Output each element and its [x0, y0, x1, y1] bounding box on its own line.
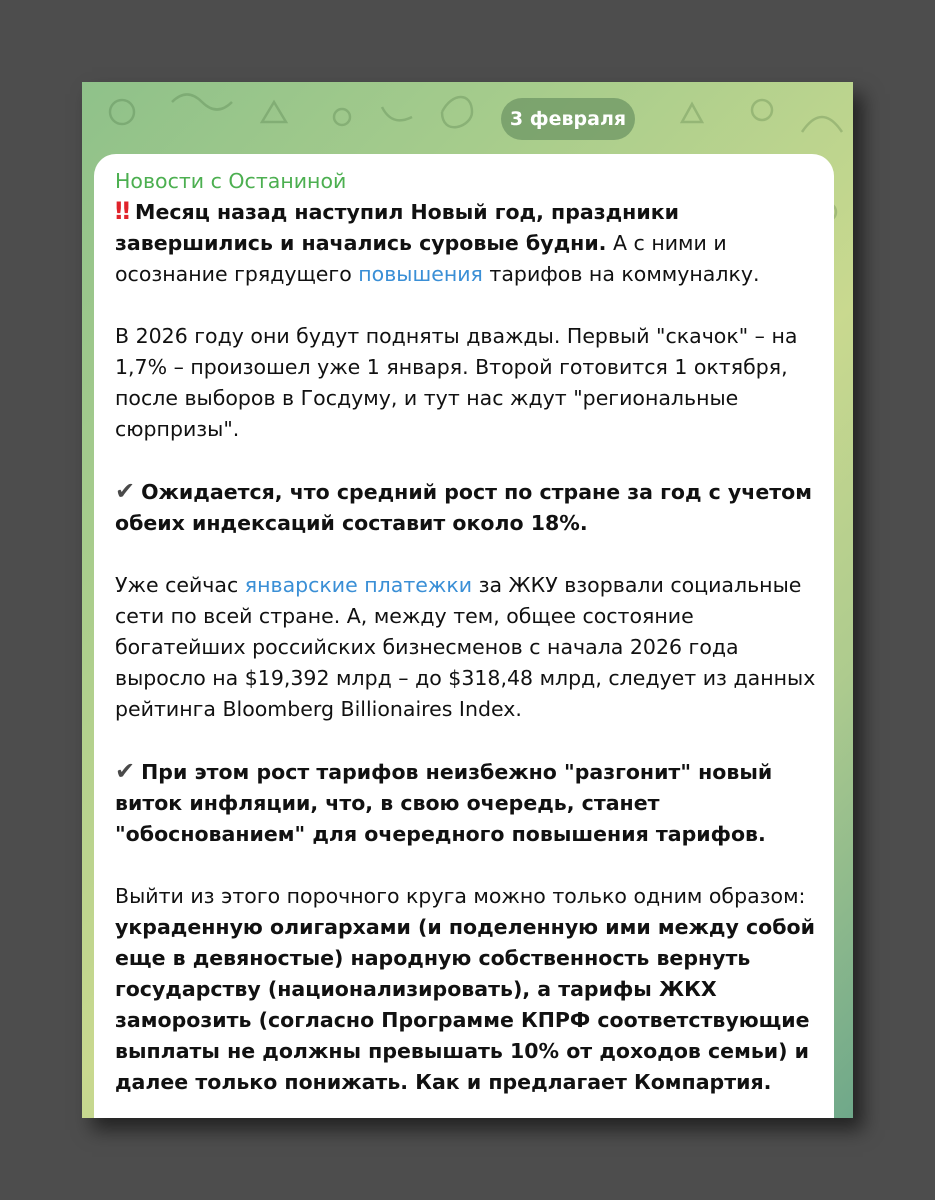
checkmark-icon: ✔	[115, 477, 136, 505]
double-exclamation-icon: ‼	[115, 197, 128, 225]
paragraph-4-text: Уже сейчас	[115, 573, 245, 597]
paragraph-2: В 2026 году они будут подняты дважды. Первый "скачок" – на 1,7% – произошел уже 1 января. Второй готовится 1 октября, после выборов в Госдуму, и тут нас ждут "региональные сюрпризы".	[115, 324, 798, 441]
paragraph-5-text: При этом рост тарифов неизбежно "разгонит" новый виток инфляции, что, в свою очередь, станет "обоснованием" для очередного повышения тарифов.	[115, 760, 773, 846]
paragraph-4	[115, 570, 821, 725]
paragraph-6	[115, 881, 821, 1098]
message-content	[115, 166, 821, 1118]
paragraph-1-bold: Месяц назад наступил Новый год, праздники завершились и начались суровые будни.	[115, 200, 679, 255]
chat-window	[82, 82, 853, 1118]
paragraph-1	[115, 196, 821, 290]
paragraph-3	[115, 476, 821, 539]
paragraph-5	[115, 756, 821, 850]
message-bubble	[94, 154, 834, 1118]
channel-name[interactable]: Новости с Останиной	[115, 169, 347, 193]
paragraph-1-text-end: тарифов на коммуналку.	[482, 262, 760, 286]
paragraph-3-text: Ожидается, что средний рост по стране за год с учетом обеих индексаций составит около 18%.	[115, 480, 812, 535]
checkmark-icon: ✔	[115, 757, 136, 785]
link-january-bills[interactable]: январские платежки	[244, 573, 473, 597]
paragraph-6-bold: украденную олигархами (и поделенную ими между собой еще в девяностые) народную собственность вернуть государству (национализировать), а тарифы ЖКХ заморозить (согласно Программе КПРФ соответствующие выплаты не должны превышать 10% от доходов семьи) и далее только понижать. Как и предлагает Компартия.	[115, 915, 815, 1094]
date-badge: 3 февраля	[501, 98, 635, 140]
paragraph-6-text: Выйти из этого порочного круга можно только одним образом:	[115, 884, 806, 908]
paragraph-4-text-end: за ЖКУ взорвали социальные сети по всей стране. А, между тем, общее состояние богатейших российских бизнесменов с начала 2026 года выросло на $19,392 млрд – до $318,48 млрд, следует из данных рейтинга Bloomberg Billionaires Index.	[115, 573, 816, 721]
link-povysheniya[interactable]: повышения	[358, 262, 483, 286]
paragraph-1-text: А с ними и осознание грядущего	[115, 231, 727, 286]
